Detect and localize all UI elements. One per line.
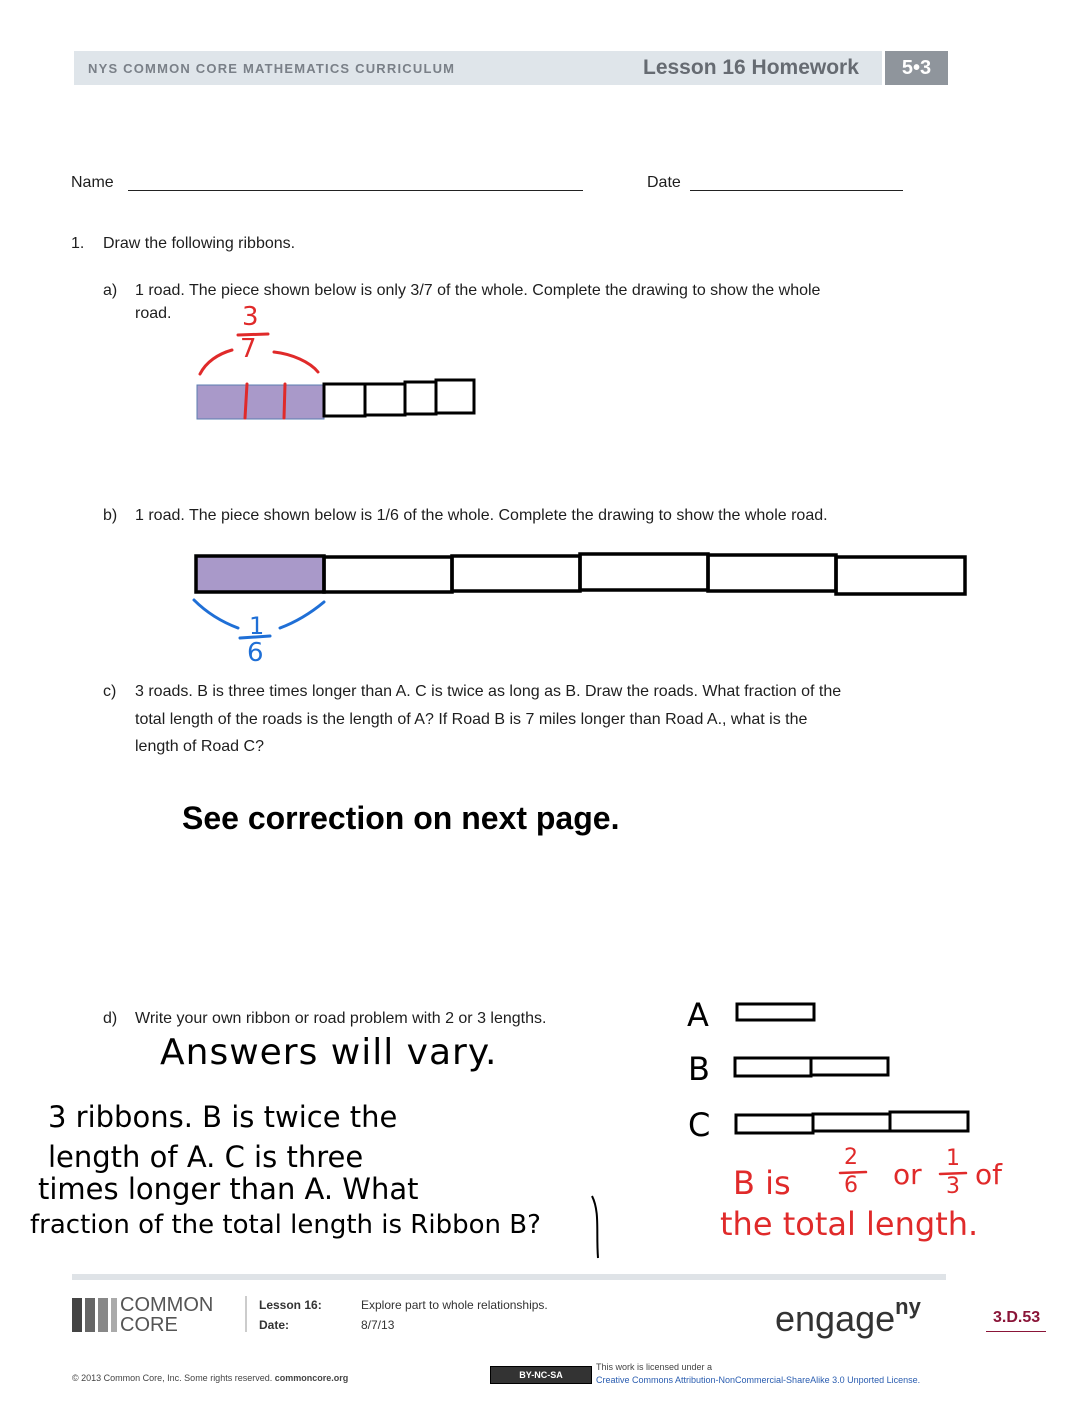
ribbon-label-a: A [687,996,709,1034]
sample-problem-line2: length of A. C is three [48,1140,364,1174]
engageny-logo [775,1294,921,1340]
lesson-title: Lesson 16 Homework [643,56,859,79]
part-d-label: d) [103,1010,118,1027]
part-a-hand-denominator: 7 [240,334,257,364]
footer-rule [72,1274,946,1280]
part-c-text-line1: 3 roads. B is three times longer than A. C is twice as long as B. Draw the roads. What fraction of the [135,683,842,700]
handwriting-stroke [592,1196,598,1258]
copyright-link[interactable]: commoncore.org [274,1373,349,1383]
road-a-added-units [324,380,474,416]
answer-fraction2-num: 1 [946,1146,960,1171]
part-a-label: a) [103,282,118,299]
page-code: 3.D.53 [993,1309,1041,1326]
part-a-text-line2: road. [135,305,172,322]
part-a-hand-numerator: 3 [242,302,259,332]
part-a-text-line1: 1 road. The piece shown below is only 3/7 of the whole. Complete the drawing to show the whole [135,282,821,299]
sample-problem-line3: times longer than A. What [38,1172,419,1206]
road-a-given-piece [197,385,324,419]
sample-problem-line4: fraction of the total length is Ribbon B? [30,1210,541,1240]
part-c-text-line2: total length of the roads is the length of A? If Road B is 7 miles longer than Road A., what is the [135,711,808,728]
part-c-text-line3: length of Road C? [135,738,264,755]
answer-of: of [975,1158,1002,1191]
answer-or: or [893,1158,922,1191]
curriculum-title: NYS COMMON CORE MATHEMATICS CURRICULUM [88,61,456,76]
part-b-text: 1 road. The piece shown below is 1/6 of the whole. Complete the drawing to show the whole road. [135,507,828,524]
brand-superscript: ny [895,1294,921,1319]
answer-fraction1-den: 6 [844,1173,858,1198]
sample-problem-line1: 3 ribbons. B is twice the [48,1100,398,1134]
part-b-hand-numerator: 1 [249,612,265,640]
date-label: Date [647,174,681,191]
part-b-hand-denominator: 6 [247,638,264,668]
road-b-given-piece [197,557,324,591]
answer-text-line2: the total length. [720,1205,979,1243]
cc-badge-text: BY-NC-SA [519,1370,563,1380]
common-core-logo-mark [72,1298,117,1332]
ribbon-label-c: C [688,1106,711,1144]
footer-lesson-label: Lesson 16: [259,1298,322,1312]
correction-note: See correction on next page. [182,800,620,836]
copyright-text: © 2013 Common Core, Inc. Some rights reserved. [72,1373,275,1383]
logo-text-common: COMMON [120,1294,214,1316]
footer-date-value: 8/7/13 [361,1318,395,1332]
copyright [72,1373,348,1383]
answer-fraction2-den: 3 [946,1174,960,1199]
common-core-logo-text [120,1295,213,1335]
module-badge: 5•3 [885,51,948,85]
ribbon-diagram [735,1004,968,1133]
brand-text: engage [775,1298,896,1339]
cc-license-badge[interactable] [490,1366,592,1384]
problem-number: 1. [71,235,85,252]
problem-prompt: Draw the following ribbons. [103,235,296,252]
answer-fraction1-num: 2 [844,1145,858,1170]
footer-date-label: Date: [259,1318,290,1332]
part-c-label: c) [103,683,117,700]
answers-will-vary: Answers will vary. [160,1032,498,1073]
footer-lesson-value: Explore part to whole relationships. [361,1298,548,1312]
logo-text-core: CORE [120,1314,178,1336]
answer-text-start: B is [733,1164,791,1202]
license-link[interactable]: Creative Commons Attribution-NonCommercial-ShareAlike 3.0 Unported License. [596,1375,921,1385]
page-code-underline [986,1331,1046,1332]
ribbon-label-b: B [688,1050,710,1088]
license-line1: This work is licensed under a [596,1362,713,1372]
part-b-label: b) [103,507,118,524]
name-label: Name [71,174,114,191]
part-d-text: Write your own ribbon or road problem with 2 or 3 lengths. [135,1010,547,1027]
